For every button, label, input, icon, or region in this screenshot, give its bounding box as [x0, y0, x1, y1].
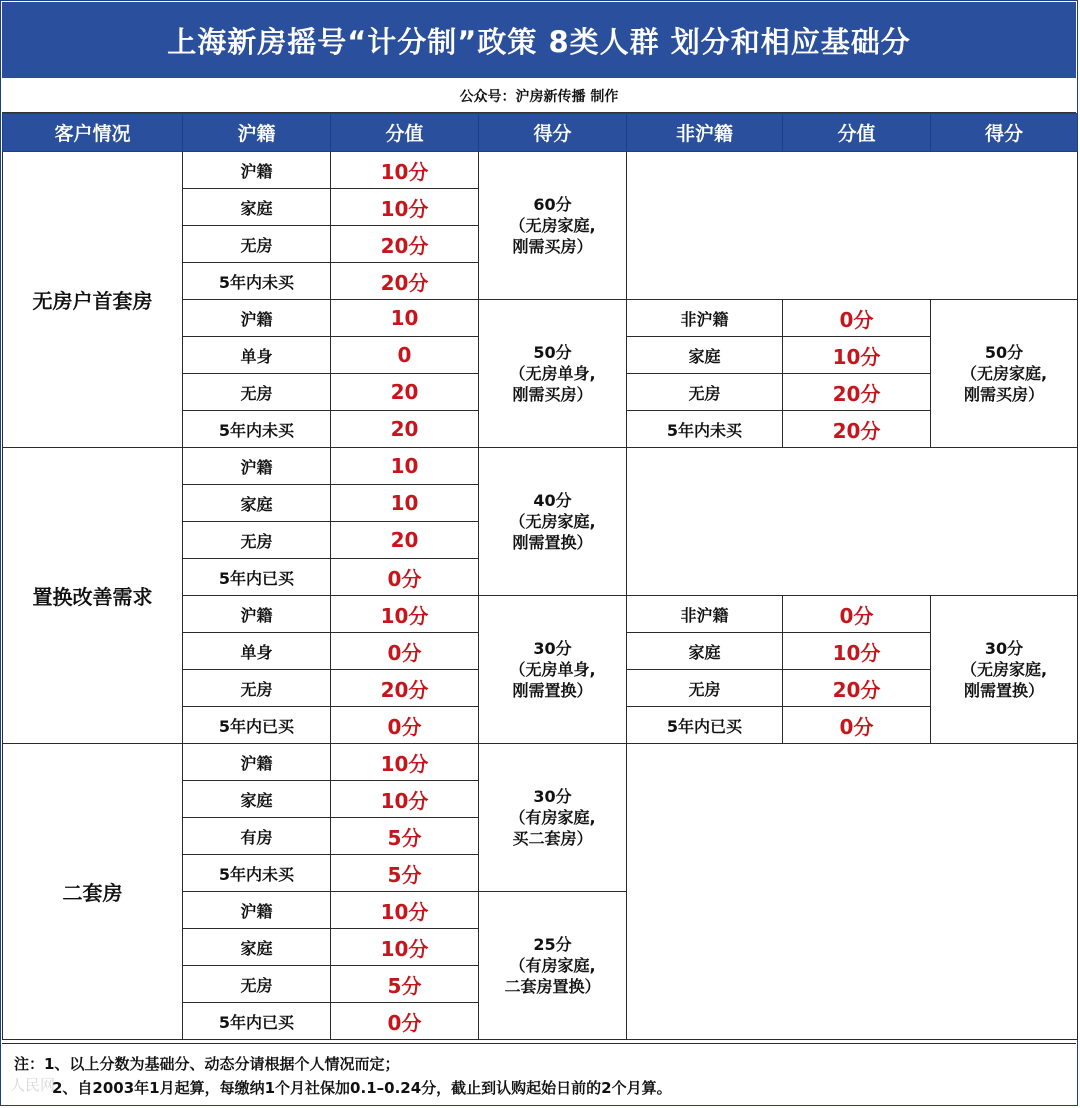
- total-score-cell: [479, 596, 627, 744]
- criterion-points: 10: [331, 300, 479, 337]
- non-shanghai-criterion-label: 家庭: [627, 633, 783, 670]
- criterion-label: 无房: [183, 374, 331, 411]
- poster-title: 上海新房摇号“计分制”政策 8类人群 划分和相应基础分: [2, 2, 1076, 78]
- total-score-line: （无房家庭,: [960, 660, 1048, 679]
- non-shanghai-criterion-label: 5年内已买: [627, 707, 783, 744]
- total-score-line: 刚需买房）: [512, 237, 593, 256]
- total-score-line: 刚需置换）: [512, 681, 593, 700]
- criterion-label: 沪籍: [183, 744, 331, 781]
- total-score-line: 刚需买房）: [512, 385, 593, 404]
- non-shanghai-criterion-points: 20分: [783, 670, 931, 707]
- header-score: 得分: [479, 114, 627, 152]
- criterion-points: 0分: [331, 559, 479, 596]
- criterion-label: 家庭: [183, 781, 331, 818]
- non-shanghai-criterion-points: 10分: [783, 337, 931, 374]
- criterion-points: 0分: [331, 707, 479, 744]
- criterion-label: 家庭: [183, 189, 331, 226]
- criterion-label: 5年内已买: [183, 707, 331, 744]
- criterion-points: 10分: [331, 744, 479, 781]
- total-score-cell: [479, 892, 627, 1040]
- total-score-cell: [479, 448, 627, 596]
- non-shanghai-criterion-points: 0分: [783, 596, 931, 633]
- criterion-points: 10分: [331, 781, 479, 818]
- table-row: [3, 152, 1078, 189]
- header-score-2: 得分: [931, 114, 1078, 152]
- customer-category: 置换改善需求: [3, 448, 183, 744]
- empty-cell: [627, 152, 1078, 300]
- total-score-line: （无房家庭,: [509, 216, 596, 235]
- total-score-line: （无房单身,: [509, 364, 596, 383]
- total-score-cell: [479, 744, 627, 892]
- criterion-label: 家庭: [183, 929, 331, 966]
- total-score-line: 买二套房）: [512, 829, 593, 848]
- header-points-2: 分值: [783, 114, 931, 152]
- empty-cell: [627, 448, 1078, 596]
- criterion-label: 5年内未买: [183, 411, 331, 448]
- criterion-label: 沪籍: [183, 892, 331, 929]
- total-score-cell: [479, 152, 627, 300]
- criterion-label: 家庭: [183, 485, 331, 522]
- total-score-line: 刚需置换）: [512, 533, 593, 552]
- criterion-points: 0分: [331, 1003, 479, 1040]
- non-shanghai-criterion-label: 无房: [627, 374, 783, 411]
- footnote: [2, 1043, 1076, 1105]
- criterion-label: 5年内未买: [183, 263, 331, 300]
- non-shanghai-criterion-label: 非沪籍: [627, 596, 783, 633]
- non-shanghai-total-score-cell: [931, 596, 1078, 744]
- criterion-points: 10分: [331, 596, 479, 633]
- total-score-line: 50分: [984, 343, 1024, 362]
- criterion-label: 有房: [183, 818, 331, 855]
- criterion-points: 10: [331, 485, 479, 522]
- criterion-label: 5年内已买: [183, 1003, 331, 1040]
- criterion-points: 20: [331, 374, 479, 411]
- criterion-label: 无房: [183, 522, 331, 559]
- non-shanghai-total-score-cell: [931, 300, 1078, 448]
- customer-category: 无房户首套房: [3, 152, 183, 448]
- total-score-line: 50分: [533, 343, 572, 362]
- total-score-line: （无房家庭,: [509, 512, 596, 531]
- non-shanghai-criterion-points: 0分: [783, 707, 931, 744]
- criterion-label: 无房: [183, 226, 331, 263]
- total-score-line: （有房家庭,: [509, 956, 596, 975]
- header-points: 分值: [331, 114, 479, 152]
- criterion-label: 单身: [183, 337, 331, 374]
- criterion-points: 5分: [331, 818, 479, 855]
- score-table: [2, 113, 1078, 1040]
- non-shanghai-criterion-label: 5年内未买: [627, 411, 783, 448]
- criterion-points: 5分: [331, 855, 479, 892]
- total-score-line: 二套房置换）: [504, 977, 601, 996]
- total-score-line: 30分: [533, 639, 572, 658]
- table-header-row: [3, 114, 1078, 152]
- criterion-points: 20分: [331, 263, 479, 300]
- total-score-line: （无房家庭,: [960, 364, 1048, 383]
- header-non-shanghai-hukou: 非沪籍: [627, 114, 783, 152]
- criterion-label: 沪籍: [183, 596, 331, 633]
- total-score-line: 刚需置换）: [963, 681, 1044, 700]
- empty-cell: [627, 744, 1078, 1040]
- non-shanghai-criterion-points: 20分: [783, 374, 931, 411]
- criterion-points: 10分: [331, 892, 479, 929]
- watermark-logo: 人民网: [10, 1076, 56, 1094]
- criterion-label: 5年内未买: [183, 855, 331, 892]
- criterion-points: 5分: [331, 966, 479, 1003]
- criterion-points: 10: [331, 448, 479, 485]
- criterion-label: 沪籍: [183, 152, 331, 189]
- criterion-label: 无房: [183, 670, 331, 707]
- criterion-label: 无房: [183, 966, 331, 1003]
- total-score-line: 刚需买房）: [963, 385, 1044, 404]
- header-customer-situation: 客户情况: [3, 114, 183, 152]
- non-shanghai-criterion-points: 0分: [783, 300, 931, 337]
- table-body: [3, 152, 1078, 1040]
- non-shanghai-criterion-label: 非沪籍: [627, 300, 783, 337]
- total-score-line: 30分: [533, 787, 572, 806]
- total-score-line: （无房单身,: [509, 660, 596, 679]
- customer-category: 二套房: [3, 744, 183, 1040]
- criterion-points: 10分: [331, 189, 479, 226]
- non-shanghai-criterion-label: 无房: [627, 670, 783, 707]
- total-score-cell: [479, 300, 627, 448]
- criterion-points: 0: [331, 337, 479, 374]
- total-score-line: 40分: [533, 491, 572, 510]
- criterion-label: 5年内已买: [183, 559, 331, 596]
- total-score-line: 60分: [533, 195, 572, 214]
- total-score-line: 25分: [533, 935, 572, 954]
- table-row: [3, 448, 1078, 485]
- criterion-points: 20分: [331, 226, 479, 263]
- poster-subtitle: 公众号：沪房新传播 制作: [2, 80, 1076, 113]
- footnote-line-1: 注：1、以上分数为基础分、动态分请根据个人情况而定；: [14, 1055, 400, 1073]
- criterion-points: 0分: [331, 633, 479, 670]
- non-shanghai-criterion-label: 家庭: [627, 337, 783, 374]
- header-shanghai-hukou: 沪籍: [183, 114, 331, 152]
- non-shanghai-criterion-points: 10分: [783, 633, 931, 670]
- criterion-points: 20: [331, 522, 479, 559]
- table-row: [3, 744, 1078, 781]
- non-shanghai-criterion-points: 20分: [783, 411, 931, 448]
- total-score-line: （有房家庭,: [509, 808, 596, 827]
- footnote-line-2: 2、自2003年1月起算，每缴纳1个月社保加0.1–0.24分，截止到认购起始日前的2个月算。: [52, 1079, 672, 1097]
- total-score-line: 30分: [984, 639, 1024, 658]
- criterion-points: 20分: [331, 670, 479, 707]
- criterion-points: 10分: [331, 929, 479, 966]
- criterion-label: 单身: [183, 633, 331, 670]
- criterion-label: 沪籍: [183, 448, 331, 485]
- criterion-points: 20: [331, 411, 479, 448]
- criterion-label: 沪籍: [183, 300, 331, 337]
- criterion-points: 10分: [331, 152, 479, 189]
